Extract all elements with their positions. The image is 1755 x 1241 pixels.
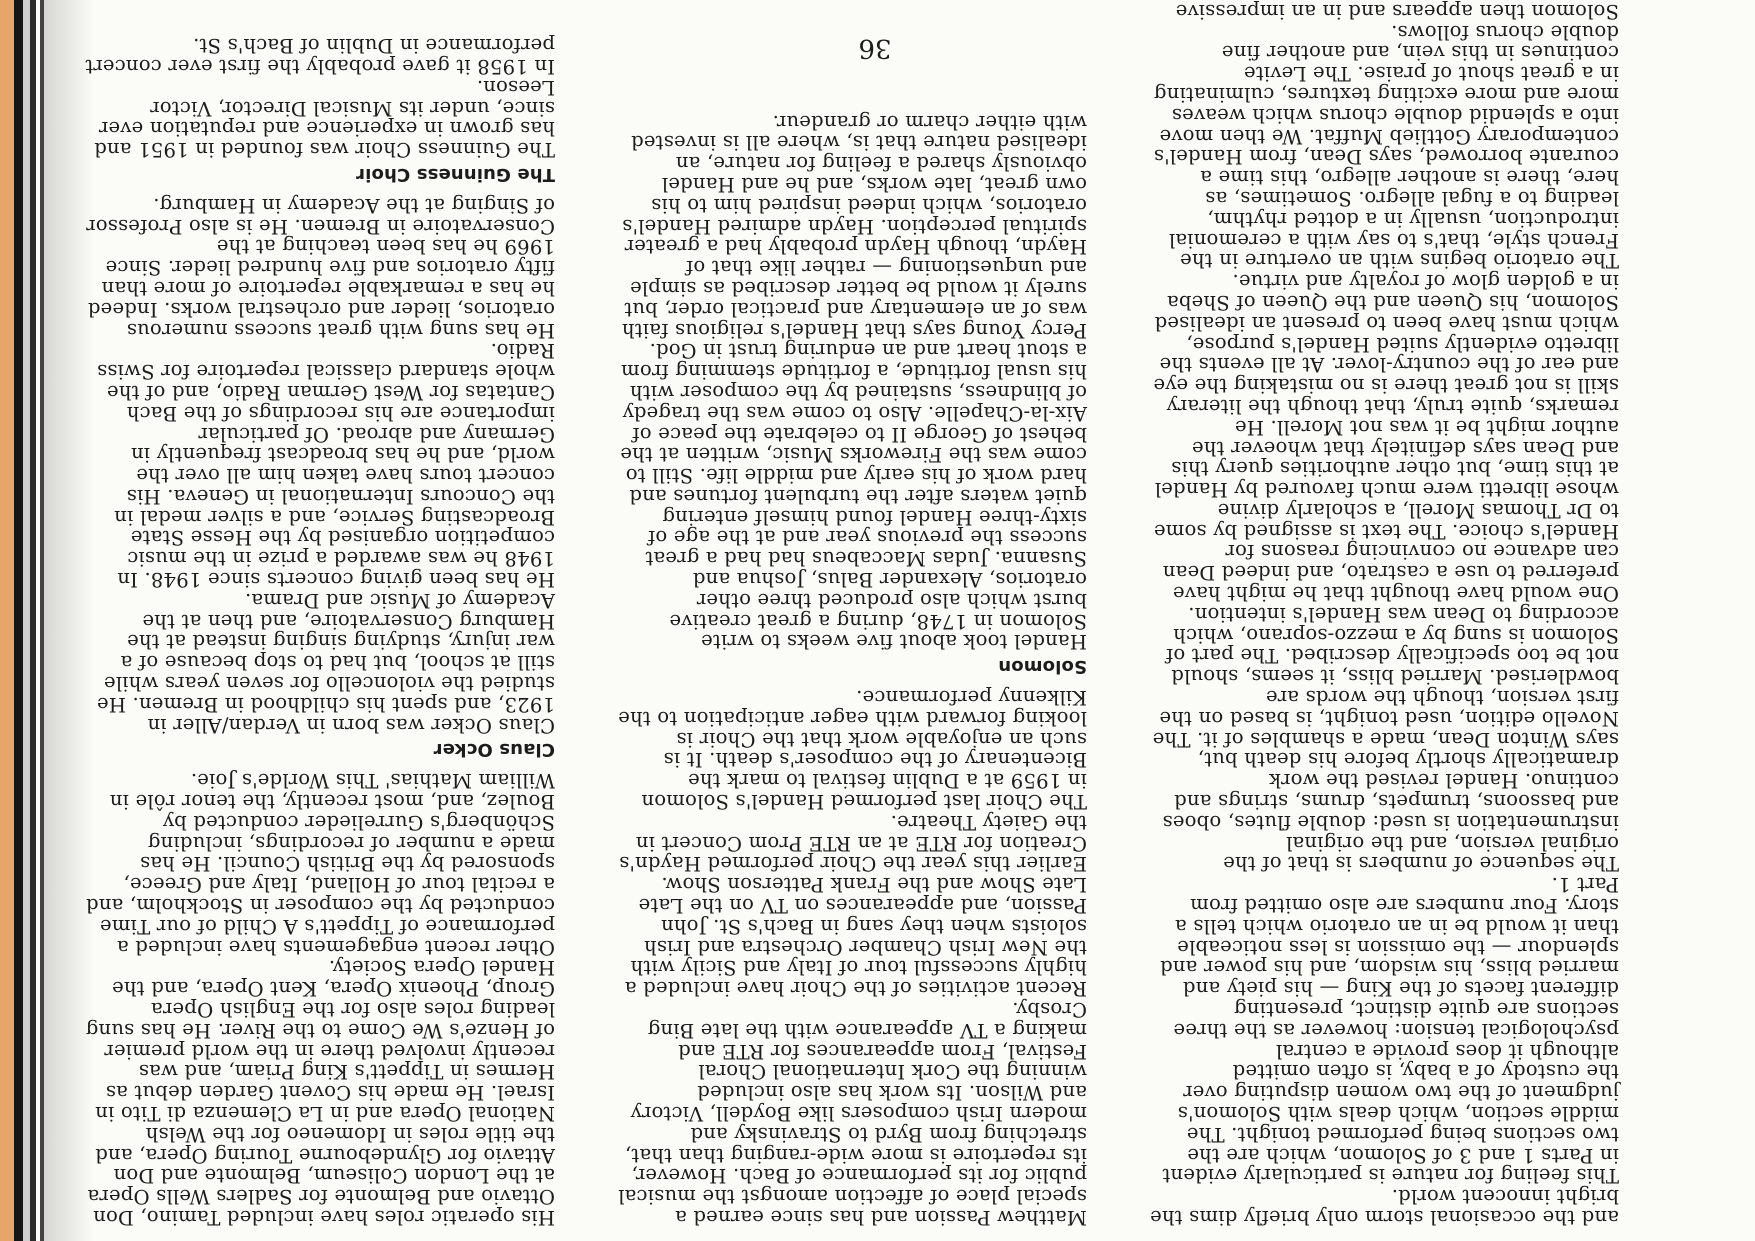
page-number: 36 (858, 33, 892, 63)
column-right (1149, 0, 1619, 1227)
paragraph: Handel took about five weeks to write Solomon in 1748, during a great creative burst which also produced three other oratorios, Alexander Balus, Joshua and Susanna. Judas Maccabeus had had a great success the previous year and at the age of sixty-three Handel found himself entering quiet waters after the turbulent fortunes and hard work of his early and middle life. Still to come was the Fireworks Music, written at the behest of George II to celebrate the peace of Aix-la-Chapelle. Also to come was the tragedy of blindness, sustained by the composer with his usual fortitude, a fortitude stemming from a stout heart and an enduring trust in God. (620, 339, 1087, 654)
paragraph: The sequence of numbers is that of the original version, and the original instrumentation is used: double flutes, oboes and bassoons, trumpets, drums, strings and continuo. Handel revised the work dramatically shortly before his death but, says Winton Dean, made a shambles of it. The Novello edition, used tonight, is based on the first version, though the words are bowdlerised. Married bliss, it seems, should not be too specifically described. The part of Solomon is sung by a mezzo-soprano, which according to Dean was Handel's intention. One would have thought that he might have preferred to use a castrato, and indeed Dean can advance no convincing reasons for Handel's choice. The text is assigned by some to Dr Thomas Morell, a scholarly divine whose libretti were much favoured by Handel at this time, but other authorities query this and Dean says definitely that whoever the author might be it was not Morell. He remarks, quite truly, that though the literary skill is not great there is no mistaking the eye and ear of the country-lover. At all events the libretto evidently suited Handel's purpose, which must have been to present an idealised Solomon, his Queen and the Queen of Sheba in a golden glow of royalty and virtue. (1152, 270, 1619, 876)
paragraph: Solomon then appears and in an impressive (1175, 0, 1619, 23)
section-heading-solomon: Solomon (998, 656, 1087, 678)
column-left (85, 34, 555, 1227)
paragraph: Matthew Passion and has since earned a special place of affection amongst the musical public for its performance of Bach. However, its repertoire is more wide-ranging than that, stretching from Byrd to Stravinsky and modern Irish composers like Boydell, Victory and Wilson. Its work has also included winning the Cork International Choral Festival, From appearances for RTE and making a TV appearance with the late Bing Crosby. (618, 998, 1087, 1229)
paragraph: and the occasional storm only briefly dims the bright innocent world. (1149, 1185, 1619, 1229)
section-heading-guinness-choir: The Guinness Choir (356, 163, 555, 185)
column-middle (617, 111, 1087, 1227)
paragraph: In 1958 it gave probably the first ever concert performance in Dublin of Bach's St. (85, 34, 555, 78)
paragraph: The Choir last performed Handel's Solomon in 1959 at a Dublin festival to mark the Bicentenary of the composer's death. It is such an enjoyable work that the Choir is looking forward with eager anticipation to the Kilkenny performance. (618, 686, 1087, 814)
paragraph: Claus Ocker was born in Verdan/Aller in 1923, and spent his childhood in Bremen. He studied the violoncello for seven years while still at school, but had to stop because of a war injury, studying singing instead at the Hamburg Conservatoire, and then at the Academy of Music and Drama. (96, 588, 555, 737)
paragraph: Other recent engagements have included a performance of Tippett's A Child of our Time conducted by the composer in Stockholm, and a recital tour of Holland, Italy and Greece, sponsored by the British Council. He has made a number of recordings, including Schönberg's Gurrelieder conducted by Boulez, and, most recently, the tenor rôle in William Mathias' This Worlde's Joie. (85, 769, 555, 959)
paragraph: He has sung with great success numerous oratorios, lieder and orchestral works. Indeed he has a remarkable repertoire of more than fifty oratorios and five hundred lieder. Since 1969 he has been teaching at the Conservatoire in Bremen. He is also Professor of Singing at the Academy in Hamburg. (86, 193, 555, 342)
paragraph: Percy Young says that Handel's religious faith was of an elementary and practical order, but surely it would be better described as simple and unquestioning — rather like that of Haydn, though Haydn probably had a greater spiritual perception. Haydn admired Handel's oratorios, which indeed inspired him to his own great, late works, and he and Handel obviously shared a feeling for nature, an idealised nature that is, where all is invested with either charm or grandeur. (621, 110, 1087, 342)
section-heading-claus-ocker: Claus Ocker (433, 739, 555, 761)
paragraph: Recent activities of the Choir have included a highly successful tour of Italy and Sicily with the New Irish Chamber Orchestra and Irish soloists when they sang in Bach's St. John Passion, and appearances on TV on the Late Late Show and the Frank Patterson Show. Earlier this year the Choir performed Haydn's Creation for RTE at an RTE Prom Concert in the Gaiety Theatre. (619, 810, 1087, 1001)
paragraph: The Guinness Choir was founded in 1951 and has grown in experience and reputation ever since, under its Musical Director, Victor Leeson. (94, 75, 555, 162)
paragraph: He has been giving concerts since 1948. In 1948 he was awarded a prize in the music competition organised by the Hesse State Broadcasting Service, and a silver medal in the Concours International in Geneva. His concert tours have taken him all over the world, and he has broadcast frequently in Germany and abroad. Of particular importance are his recordings of the Bach Cantatas for West German Radio, and of the whole standard classical repertoire for Swiss Radio. (96, 339, 555, 592)
paragraph: The oratorio begins with an overture in the French style, that's to say with a ceremonial introduction, usually in a dotted rhythm, leading to a fugal allegro. Sometimes, as here, there is another allegro, this time a courante borrowed, says Dean, from Handel's contemporary Gottlieb Muffat. We then move into a splendid double chorus which weaves more and more exciting textures, culminating in a great shout of praise. The Levite continues in this vein, and another fine double chorus follows. (1153, 20, 1619, 273)
paragraph: His operatic roles have included Tamino, Don Ottavio and Belmonte for Sadlers Wells Opera at the London Coliseum, Belmonte and Don Attavio for Glyndebourne Touring Opera, and the title roles in Idomeneo for the Welsh National Opera and in La Clemenza di Tito in Israel. He made his Covent Garden debut as Hermes in Tippett's King Priam, and was recently involved there in the world premier of Henze's We Come to the River. He has sung leading roles also for the English Opera Group, Phoenix Opera, Kent Opera, and the Handel Opera Society. (85, 956, 555, 1229)
paragraph: This feeling for nature is particularly evident in Parts 1 and 3 of Solomon, which are the two sections being performed tonight. The middle section, which deals with Solomon's judgment of the two women disputing over the custody of a baby, is often omitted although it does provide a central psychological tension: however as the three sections are quite distinct, presenting different facets of the King — his piety and married bliss, his wisdom, and his power and splendour — the omission is less noticeable than it would be in an oratorio which tells a story. Four numbers are also omitted from Part 1. (1159, 873, 1619, 1188)
